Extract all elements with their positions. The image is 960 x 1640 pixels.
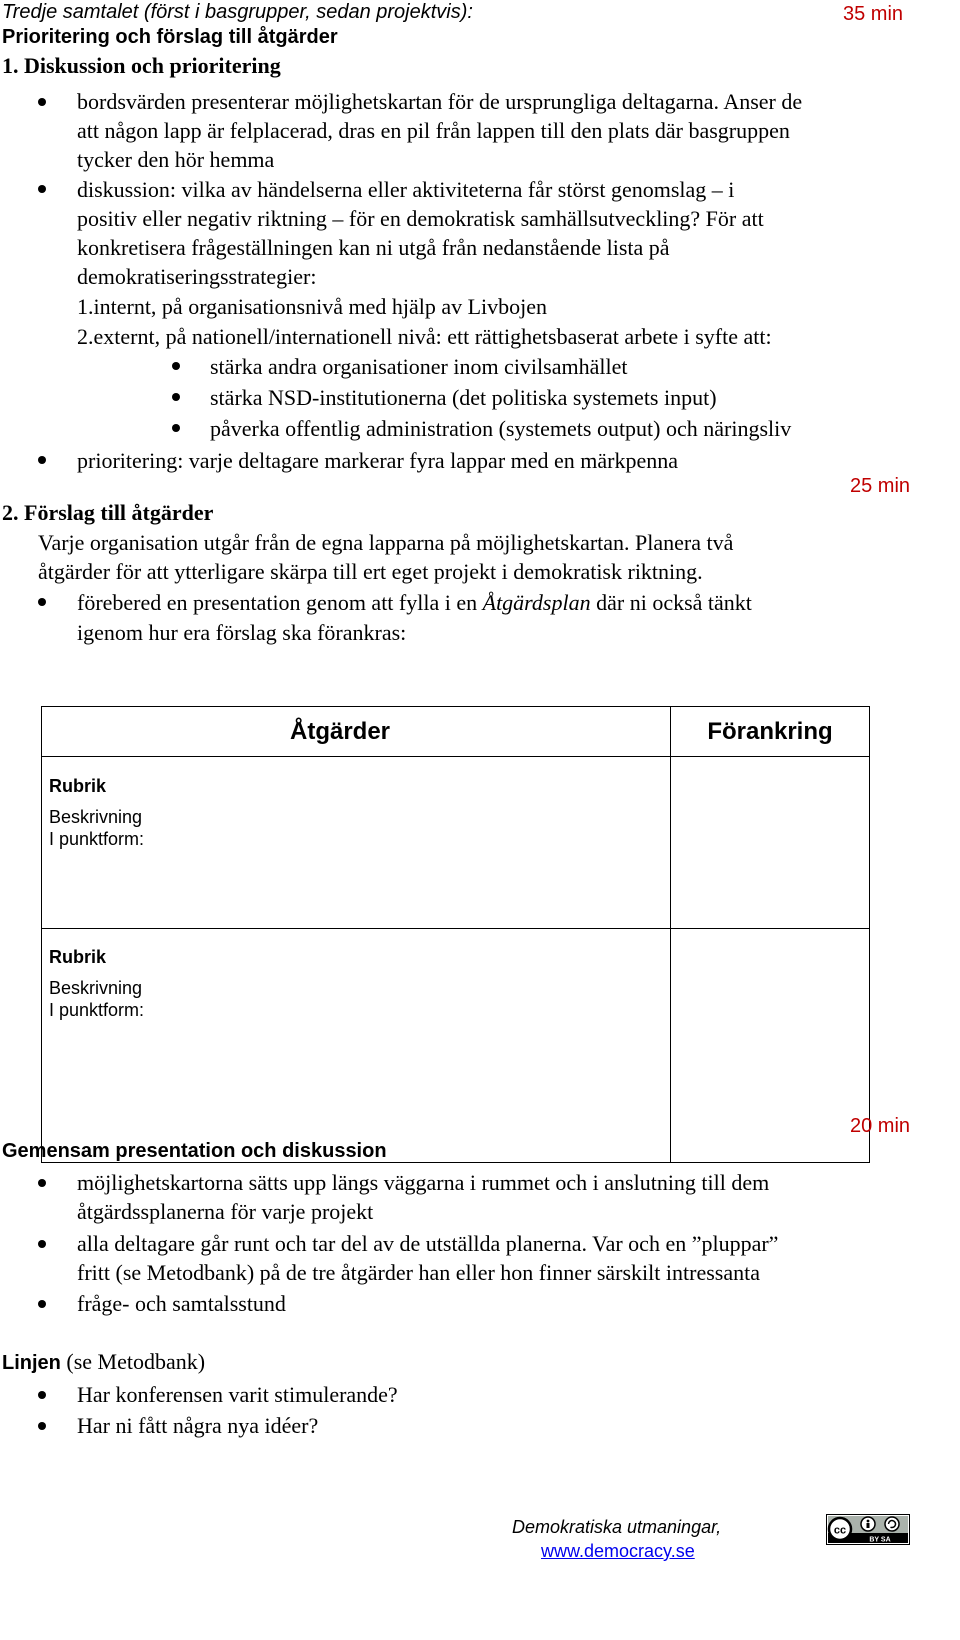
section-2-paragraph-line-1: Varje organisation utgår från de egna lapparna på möjlighetskartan. Planera två bbox=[38, 530, 734, 555]
bullet bbox=[172, 393, 180, 401]
strategy-2-sub-1: stärka andra organisationer inom civilsamhället bbox=[210, 354, 628, 379]
section-3-bullet-1-line-1: möjlighetskartorna sätts upp längs väggarna i rummet och i anslutning till dem bbox=[77, 1170, 770, 1195]
document-subtitle: Prioritering och förslag till åtgärder bbox=[2, 26, 338, 48]
bullet bbox=[38, 1240, 46, 1248]
column-header-atgarder: Åtgärder bbox=[290, 718, 391, 745]
table-header-divider bbox=[42, 756, 869, 757]
section-1-bullet-2-line-2: positiv eller negativ riktning – för en demokratisk samhällsutveckling? För att bbox=[77, 206, 764, 231]
strategy-2-sub-3: påverka offentlig administration (systemets output) och näringsliv bbox=[210, 416, 792, 441]
footer-text: Demokratiska utmaningar, bbox=[512, 1517, 722, 1537]
row-1-beskrivning: Beskrivning bbox=[49, 807, 143, 827]
section-1-bullet-1-line-3: tycker den hör hemma bbox=[77, 147, 275, 172]
bullet bbox=[38, 598, 46, 606]
bullet bbox=[38, 98, 46, 106]
section-1-bullet-2-line-1: diskussion: vilka av händelserna eller aktiviteterna får störst genomslag – i bbox=[77, 177, 735, 202]
section-2-bullet-line-1 bbox=[77, 588, 752, 618]
section-1-bullet-2-line-4: demokratiseringsstrategier: bbox=[77, 264, 317, 289]
row-2-rubrik: Rubrik bbox=[49, 947, 107, 967]
row-2-beskrivning: Beskrivning bbox=[49, 978, 143, 998]
bullet bbox=[38, 185, 46, 193]
section-3-bullet-1-line-2: åtgärdssplanerna för varje projekt bbox=[77, 1199, 374, 1224]
column-header-forankring: Förankring bbox=[707, 718, 833, 745]
section-4-bullet-2: Har ni fått några nya idéer? bbox=[77, 1413, 319, 1438]
table-row-divider bbox=[42, 928, 869, 929]
document-title: Tredje samtalet (först i basgrupper, sedan projektvis): bbox=[2, 1, 473, 23]
section-1-bullet-3: prioritering: varje deltagare markerar fyra lappar med en märkpenna bbox=[77, 448, 679, 473]
license-label: BY SA bbox=[869, 1536, 891, 1544]
section-2-bullet-text-end: där ni också tänkt bbox=[590, 590, 752, 615]
bullet bbox=[38, 1300, 46, 1308]
action-plan-table bbox=[41, 706, 870, 1163]
strategy-2-sub-2: stärka NSD-institutionerna (det politiska systemets input) bbox=[210, 385, 717, 410]
section-1-bullet-2-line-3: konkretisera frågeställningen kan ni utgå från nedanstående lista på bbox=[77, 235, 670, 260]
linjen-note: (se Metodbank) bbox=[60, 1349, 206, 1374]
strategy-1: 1.internt, på organisationsnivå med hjälp av Livbojen bbox=[77, 294, 548, 319]
cc-by-sa-icon bbox=[826, 1514, 910, 1545]
section-1-bullet-1-line-1: bordsvärden presenterar möjlighetskartan för de ursprungliga deltagarna. Anser de bbox=[77, 89, 803, 114]
section-2-bullet-line-2: igenom hur era förslag ska förankras: bbox=[77, 620, 407, 645]
bullet bbox=[38, 456, 46, 464]
section-3-bullet-2-line-1: alla deltagare går runt och tar del av de utställda planerna. Var och en ”pluppar” bbox=[77, 1231, 779, 1256]
section-4-heading bbox=[2, 1347, 205, 1378]
atgardsplan-term: Åtgärdsplan bbox=[482, 590, 591, 615]
svg-text:cc: cc bbox=[833, 1524, 847, 1537]
footer-link[interactable]: www.democracy.se bbox=[541, 1541, 695, 1561]
section-1-bullet-1-line-2: att någon lapp är felplacerad, dras en pil från lappen till den plats där basgruppen bbox=[77, 118, 790, 143]
section-2-heading: 2. Förslag till åtgärder bbox=[2, 500, 214, 525]
bullet bbox=[172, 362, 180, 370]
time-25-min: 25 min bbox=[850, 475, 911, 497]
row-1-punktform: I punktform: bbox=[49, 829, 145, 849]
row-2-punktform: I punktform: bbox=[49, 1000, 145, 1020]
bullet bbox=[38, 1179, 46, 1187]
bullet bbox=[38, 1391, 46, 1399]
section-2-paragraph-line-2: åtgärder för att ytterligare skärpa till ert eget projekt i demokratisk riktning. bbox=[38, 559, 703, 584]
section-4-bullet-1: Har konferensen varit stimulerande? bbox=[77, 1382, 398, 1407]
section-1-heading: 1. Diskussion och prioritering bbox=[2, 53, 281, 78]
time-35-min: 35 min bbox=[843, 3, 904, 25]
section-2-bullet-text-start: förebered en presentation genom att fylla i en bbox=[77, 590, 483, 615]
bullet bbox=[172, 424, 180, 432]
table-column-divider bbox=[670, 707, 671, 1162]
section-3-bullet-2-line-2: fritt (se Metodbank) på de tre åtgärder han eller hon finner särskilt intressanta bbox=[77, 1260, 760, 1285]
time-20-min: 20 min bbox=[850, 1115, 911, 1137]
section-3-bullet-3: fråge- och samtalsstund bbox=[77, 1291, 286, 1316]
bullet bbox=[38, 1422, 46, 1430]
section-3-heading: Gemensam presentation och diskussion bbox=[2, 1140, 387, 1162]
strategy-2: 2.externt, på nationell/internationell nivå: ett rättighetsbaserat arbete i syfte att: bbox=[77, 324, 772, 349]
row-1-rubrik: Rubrik bbox=[49, 776, 107, 796]
linjen-label: Linjen bbox=[2, 1352, 61, 1374]
